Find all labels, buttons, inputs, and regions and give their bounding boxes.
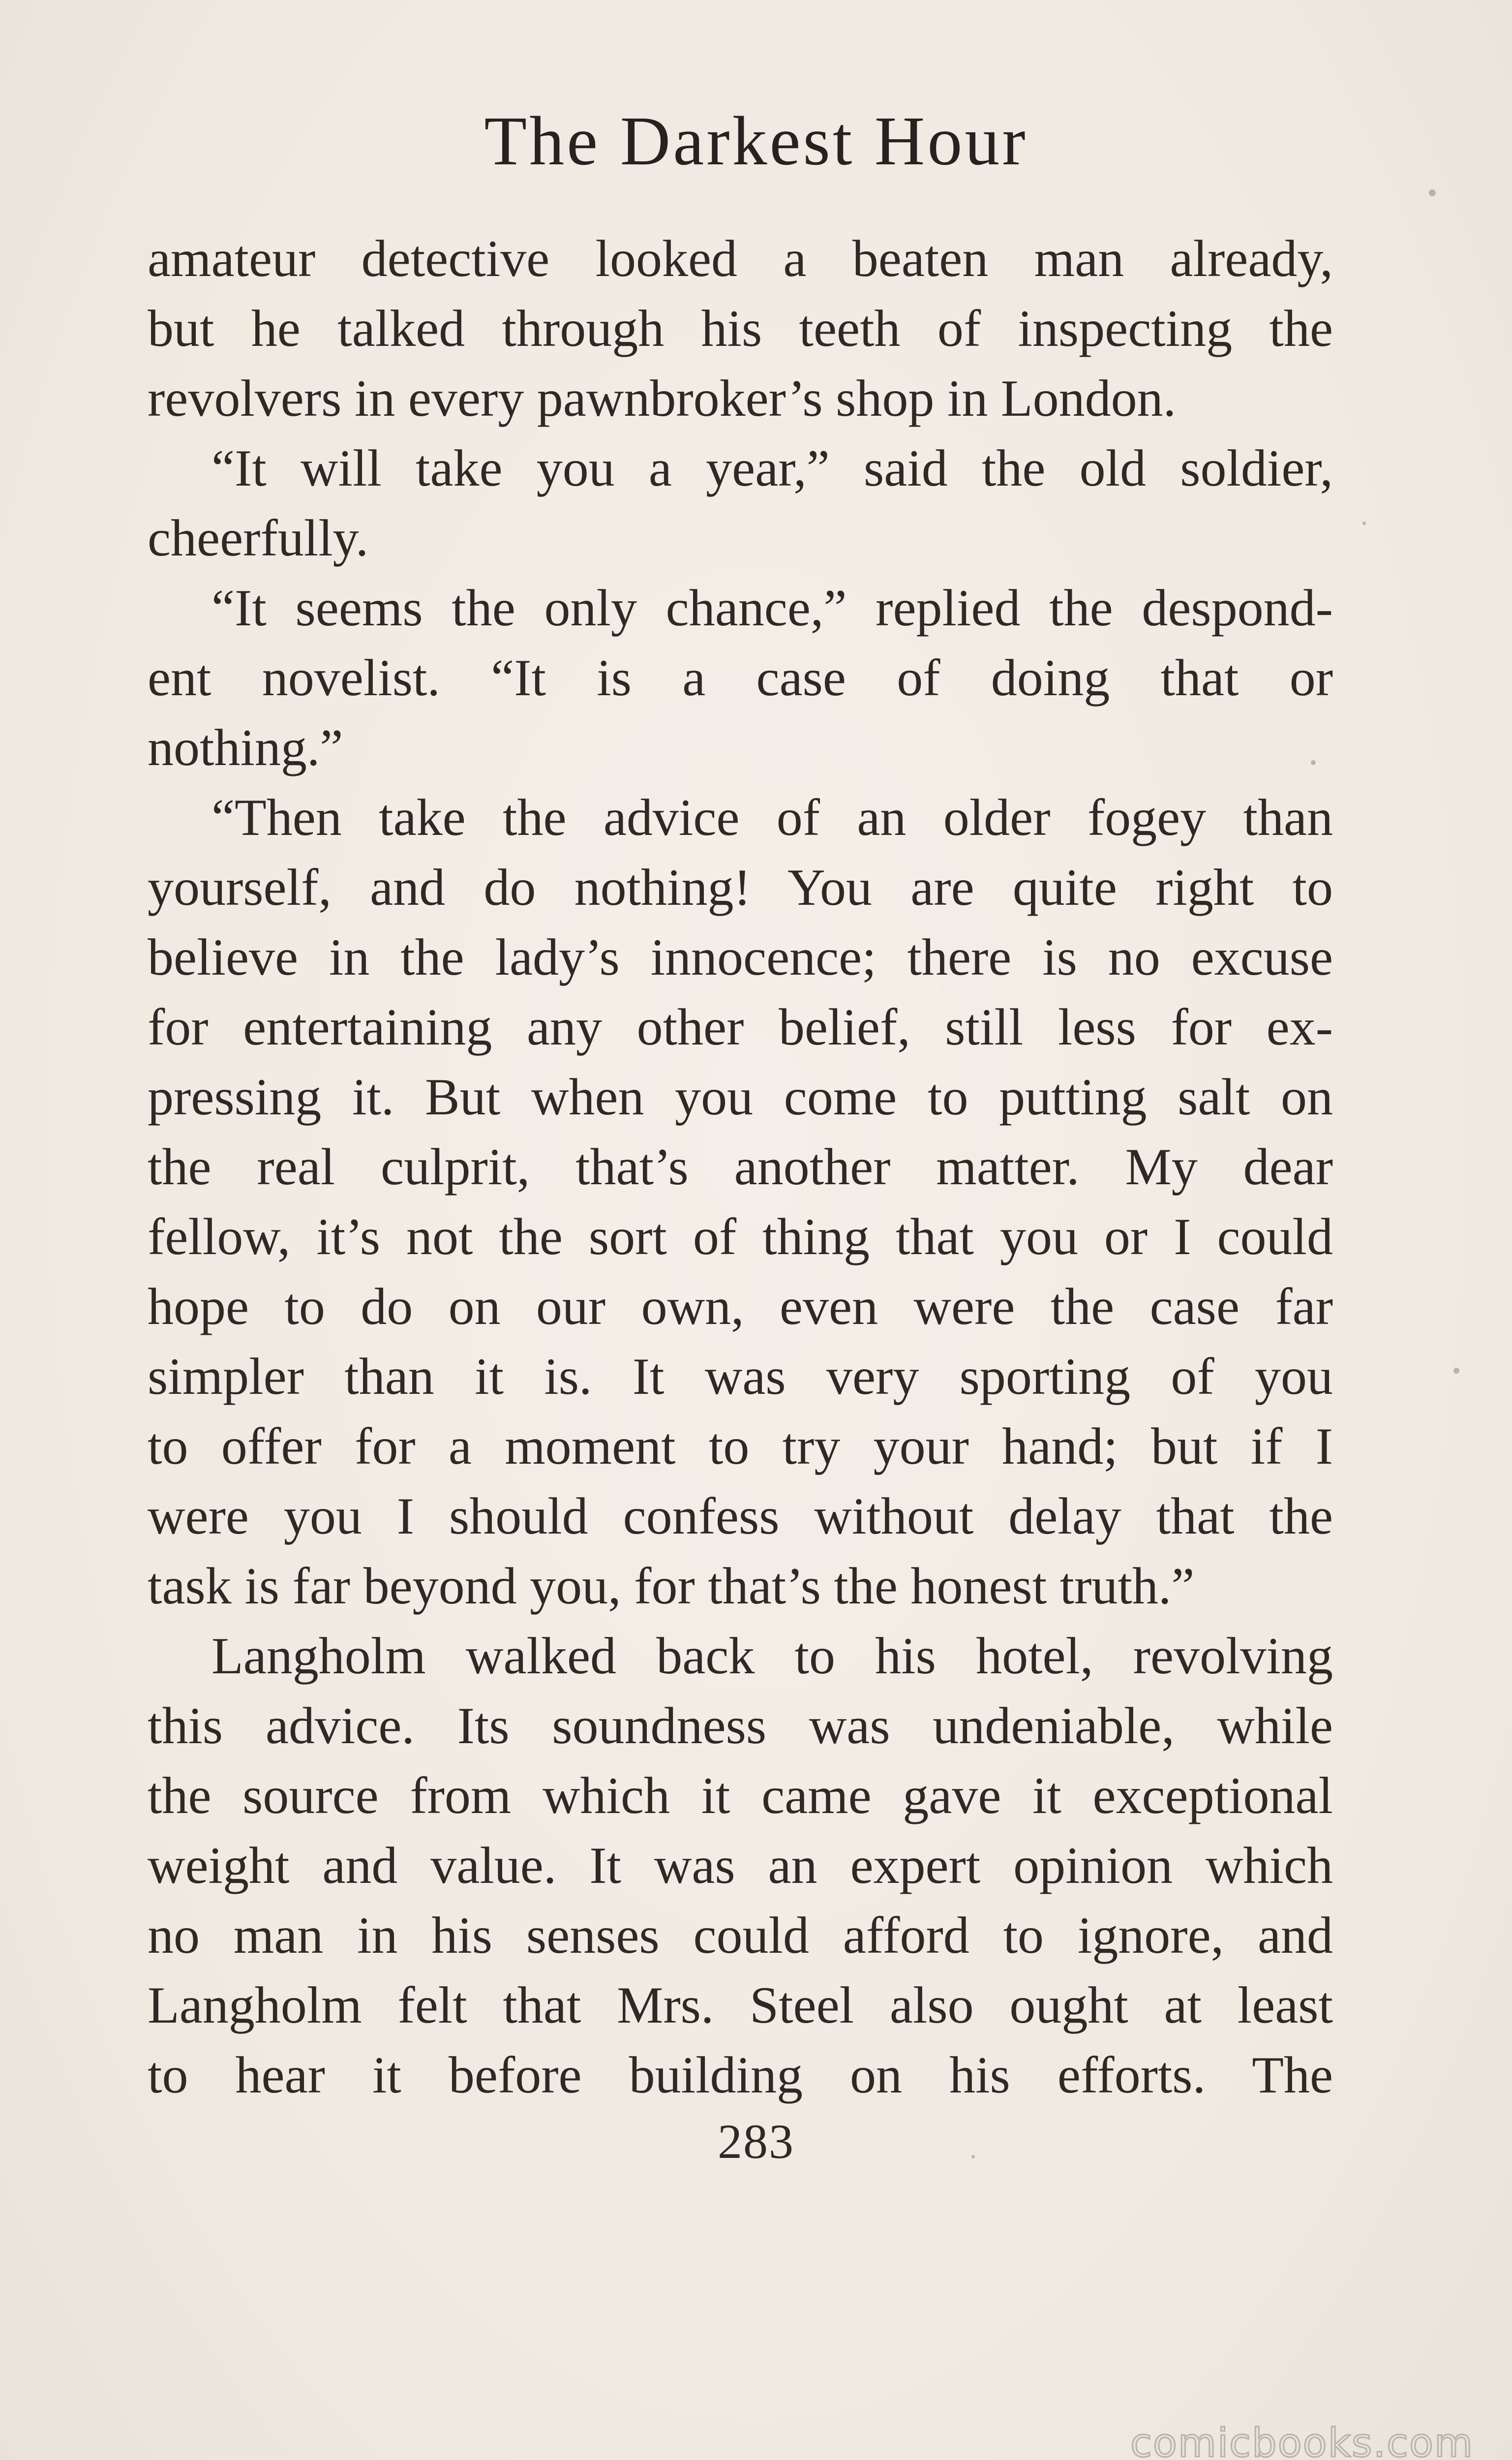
- text-line: yourself, and do nothing! You are quite right to: [148, 859, 1333, 916]
- text-line: pressing it. But when you come to putting salt on: [148, 1068, 1333, 1126]
- text-line: task is far beyond you, for that’s the honest truth.”: [148, 1557, 1195, 1615]
- text-line: were you I should confess without delay that the: [148, 1487, 1333, 1545]
- text-line: “It will take you a year,” said the old soldier,: [212, 439, 1333, 497]
- text-line: Langholm felt that Mrs. Steel also ought at least: [148, 1976, 1333, 2034]
- text-line: believe in the lady’s innocence; there is no excuse: [148, 928, 1333, 986]
- paper-speck: [971, 2155, 975, 2158]
- text-line: ent novelist. “It is a case of doing that or: [148, 649, 1333, 707]
- text-line: this advice. Its soundness was undeniable, while: [148, 1697, 1333, 1754]
- paper-speck: [1362, 522, 1366, 525]
- text-line: nothing.”: [148, 719, 343, 776]
- text-line: to hear it before building on his efforts. The: [148, 2046, 1333, 2104]
- text-line: weight and value. It was an expert opinion which: [148, 1837, 1333, 1894]
- text-line: to offer for a moment to try your hand; but if I: [148, 1417, 1333, 1475]
- text-line: the real culprit, that’s another matter. My dear: [148, 1138, 1333, 1196]
- text-line: revolvers in every pawnbroker’s shop in London.: [148, 369, 1177, 427]
- text-line: simpler than it is. It was very sporting of you: [148, 1348, 1333, 1405]
- text-line: “Then take the advice of an older fogey than: [212, 789, 1333, 846]
- text-line: “It seems the only chance,” replied the despond-: [212, 579, 1333, 637]
- paper-speck: [1453, 1368, 1459, 1374]
- text-line: Langholm walked back to his hotel, revolving: [212, 1627, 1333, 1685]
- watermark: comicbooks.com: [1130, 2420, 1474, 2460]
- paper-speck: [1429, 189, 1436, 196]
- running-head: The Darkest Hour: [484, 102, 1028, 180]
- text-line: hope to do on our own, even were the case far: [148, 1278, 1333, 1335]
- paper-speck: [1311, 760, 1316, 765]
- body-text: [148, 224, 1333, 2110]
- text-line: for entertaining any other belief, still less for ex-: [148, 998, 1333, 1056]
- text-line: but he talked through his teeth of inspecting the: [148, 300, 1333, 357]
- text-line: fellow, it’s not the sort of thing that you or I could: [148, 1208, 1333, 1265]
- text-line: amateur detective looked a beaten man already,: [148, 230, 1333, 287]
- page-number: 283: [718, 2114, 794, 2169]
- text-line: no man in his senses could afford to ignore, and: [148, 1906, 1333, 1964]
- text-line: cheerfully.: [148, 509, 369, 567]
- text-line: the source from which it came gave it exceptional: [148, 1767, 1333, 1824]
